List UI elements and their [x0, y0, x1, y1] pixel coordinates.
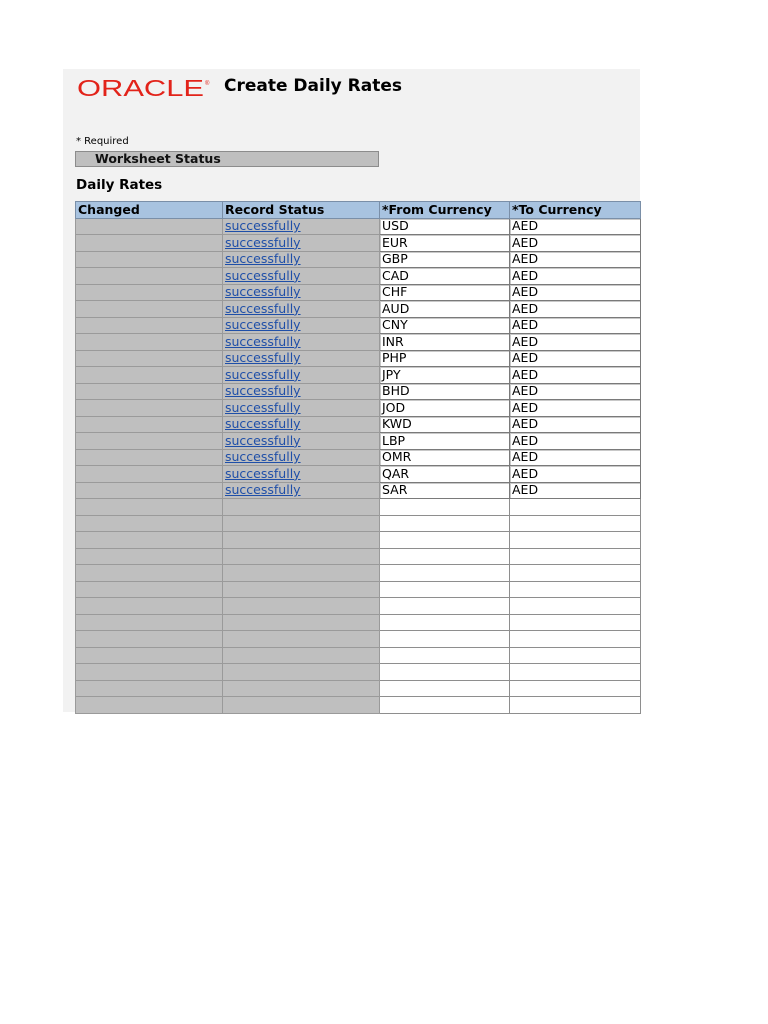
- to-currency-cell[interactable]: [510, 548, 641, 565]
- table-row: [76, 284, 641, 301]
- record-status-cell: [223, 614, 380, 631]
- changed-cell: [76, 565, 223, 582]
- from-currency-cell[interactable]: CHF: [380, 284, 510, 301]
- to-currency-cell[interactable]: [510, 515, 641, 532]
- record-status-cell: [223, 482, 380, 499]
- record-status-link[interactable]: successfully: [225, 333, 301, 349]
- column-header-record-status: Record Status: [223, 202, 380, 219]
- changed-cell: [76, 532, 223, 549]
- from-currency-cell[interactable]: EUR: [380, 235, 510, 252]
- from-currency-cell[interactable]: [380, 614, 510, 631]
- from-currency-cell[interactable]: [380, 697, 510, 714]
- to-currency-cell[interactable]: [510, 499, 641, 516]
- record-status-cell: [223, 581, 380, 598]
- record-status-cell: [223, 433, 380, 450]
- table-row: [76, 631, 641, 648]
- record-status-cell: [223, 449, 380, 466]
- from-currency-cell[interactable]: [380, 532, 510, 549]
- record-status-cell: [223, 218, 380, 235]
- from-currency-cell[interactable]: [380, 664, 510, 681]
- changed-cell: [76, 581, 223, 598]
- record-status-link[interactable]: successfully: [225, 366, 301, 382]
- to-currency-cell[interactable]: AED: [510, 433, 641, 450]
- changed-cell: [76, 268, 223, 285]
- changed-cell: [76, 350, 223, 367]
- svg-text:®: ®: [205, 81, 210, 87]
- changed-cell: [76, 499, 223, 516]
- table-row: [76, 268, 641, 285]
- record-status-link[interactable]: successfully: [225, 465, 301, 481]
- changed-cell: [76, 548, 223, 565]
- record-status-cell: [223, 301, 380, 318]
- changed-cell: [76, 631, 223, 648]
- to-currency-cell[interactable]: [510, 532, 641, 549]
- record-status-link[interactable]: successfully: [225, 317, 301, 333]
- to-currency-cell[interactable]: AED: [510, 251, 641, 268]
- to-currency-cell[interactable]: [510, 680, 641, 697]
- record-status-cell: [223, 334, 380, 351]
- record-status-link[interactable]: successfully: [225, 284, 301, 300]
- record-status-cell: [223, 350, 380, 367]
- from-currency-cell[interactable]: BHD: [380, 383, 510, 400]
- changed-cell: [76, 317, 223, 334]
- record-status-link[interactable]: successfully: [225, 432, 301, 448]
- changed-cell: [76, 251, 223, 268]
- table-row: [76, 466, 641, 483]
- record-status-cell: [223, 466, 380, 483]
- record-status-cell: [223, 317, 380, 334]
- record-status-link[interactable]: successfully: [225, 267, 301, 283]
- from-currency-cell[interactable]: [380, 548, 510, 565]
- record-status-link[interactable]: successfully: [225, 251, 301, 267]
- from-currency-cell[interactable]: SAR: [380, 482, 510, 499]
- table-row: [76, 697, 641, 714]
- record-status-link[interactable]: successfully: [225, 416, 301, 432]
- to-currency-cell[interactable]: AED: [510, 367, 641, 384]
- table-row: [76, 515, 641, 532]
- record-status-cell: [223, 235, 380, 252]
- changed-cell: [76, 482, 223, 499]
- table-body: [76, 218, 641, 713]
- table-row: [76, 367, 641, 384]
- from-currency-cell[interactable]: KWD: [380, 416, 510, 433]
- from-currency-cell[interactable]: USD: [380, 218, 510, 235]
- changed-cell: [76, 383, 223, 400]
- record-status-link[interactable]: successfully: [225, 449, 301, 465]
- to-currency-cell[interactable]: [510, 565, 641, 582]
- record-status-cell: [223, 383, 380, 400]
- to-currency-cell[interactable]: AED: [510, 284, 641, 301]
- from-currency-cell[interactable]: INR: [380, 334, 510, 351]
- from-currency-cell[interactable]: [380, 598, 510, 615]
- from-currency-cell[interactable]: GBP: [380, 251, 510, 268]
- to-currency-cell[interactable]: AED: [510, 383, 641, 400]
- to-currency-cell[interactable]: AED: [510, 334, 641, 351]
- record-status-cell: [223, 565, 380, 582]
- table-row: [76, 400, 641, 417]
- changed-cell: [76, 235, 223, 252]
- to-currency-cell[interactable]: AED: [510, 449, 641, 466]
- record-status-cell: [223, 400, 380, 417]
- from-currency-cell[interactable]: [380, 680, 510, 697]
- changed-cell: [76, 301, 223, 318]
- from-currency-cell[interactable]: LBP: [380, 433, 510, 450]
- table-row: [76, 482, 641, 499]
- record-status-link[interactable]: successfully: [225, 300, 301, 316]
- to-currency-cell[interactable]: AED: [510, 416, 641, 433]
- record-status-cell: [223, 598, 380, 615]
- changed-cell: [76, 284, 223, 301]
- table-row: [76, 581, 641, 598]
- changed-cell: [76, 697, 223, 714]
- to-currency-cell[interactable]: [510, 614, 641, 631]
- changed-cell: [76, 680, 223, 697]
- page-title: Create Daily Rates: [224, 76, 403, 96]
- from-currency-cell[interactable]: [380, 631, 510, 648]
- record-status-link[interactable]: successfully: [225, 383, 301, 399]
- changed-cell: [76, 598, 223, 615]
- table-row: [76, 532, 641, 549]
- to-currency-cell[interactable]: AED: [510, 301, 641, 318]
- from-currency-cell[interactable]: [380, 499, 510, 516]
- record-status-link[interactable]: successfully: [225, 234, 301, 250]
- changed-cell: [76, 515, 223, 532]
- record-status-cell: [223, 515, 380, 532]
- changed-cell: [76, 400, 223, 417]
- from-currency-cell[interactable]: JPY: [380, 367, 510, 384]
- from-currency-cell[interactable]: [380, 515, 510, 532]
- table-row: [76, 251, 641, 268]
- to-currency-cell[interactable]: [510, 631, 641, 648]
- from-currency-cell[interactable]: PHP: [380, 350, 510, 367]
- record-status-cell: [223, 284, 380, 301]
- record-status-cell: [223, 548, 380, 565]
- to-currency-cell[interactable]: [510, 598, 641, 615]
- column-header-from-currency: *From Currency: [380, 202, 510, 219]
- table-row: [76, 350, 641, 367]
- from-currency-cell[interactable]: [380, 565, 510, 582]
- table-row: [76, 680, 641, 697]
- record-status-cell: [223, 532, 380, 549]
- from-currency-cell[interactable]: CNY: [380, 317, 510, 334]
- table-row: [76, 598, 641, 615]
- changed-cell: [76, 647, 223, 664]
- changed-cell: [76, 218, 223, 235]
- to-currency-cell[interactable]: AED: [510, 268, 641, 285]
- from-currency-cell[interactable]: [380, 581, 510, 598]
- to-currency-cell[interactable]: [510, 581, 641, 598]
- table-row: [76, 499, 641, 516]
- changed-cell: [76, 367, 223, 384]
- table-row: [76, 433, 641, 450]
- to-currency-cell[interactable]: AED: [510, 350, 641, 367]
- record-status-cell: [223, 416, 380, 433]
- table-row: [76, 218, 641, 235]
- record-status-cell: [223, 631, 380, 648]
- table-row: [76, 416, 641, 433]
- table-row: [76, 334, 641, 351]
- record-status-cell: [223, 647, 380, 664]
- table-row: [76, 449, 641, 466]
- to-currency-cell[interactable]: AED: [510, 466, 641, 483]
- from-currency-cell[interactable]: QAR: [380, 466, 510, 483]
- from-currency-cell[interactable]: [380, 647, 510, 664]
- table-header-row: [76, 202, 641, 219]
- record-status-cell: [223, 664, 380, 681]
- record-status-link[interactable]: successfully: [225, 399, 301, 415]
- record-status-cell: [223, 499, 380, 516]
- to-currency-cell[interactable]: [510, 664, 641, 681]
- to-currency-cell[interactable]: AED: [510, 317, 641, 334]
- table-row: [76, 548, 641, 565]
- worksheet-panel: [63, 69, 640, 712]
- table-row: [76, 235, 641, 252]
- section-title: Daily Rates: [76, 177, 163, 193]
- table-row: [76, 317, 641, 334]
- to-currency-cell[interactable]: AED: [510, 400, 641, 417]
- worksheet-status-field[interactable]: Worksheet Status: [75, 151, 379, 167]
- svg-text:ORACLE: ORACLE: [77, 77, 204, 99]
- to-currency-cell[interactable]: [510, 697, 641, 714]
- record-status-cell: [223, 268, 380, 285]
- record-status-link[interactable]: successfully: [225, 350, 301, 366]
- to-currency-cell[interactable]: [510, 647, 641, 664]
- from-currency-cell[interactable]: JOD: [380, 400, 510, 417]
- record-status-cell: [223, 367, 380, 384]
- from-currency-cell[interactable]: CAD: [380, 268, 510, 285]
- to-currency-cell[interactable]: AED: [510, 218, 641, 235]
- changed-cell: [76, 664, 223, 681]
- changed-cell: [76, 334, 223, 351]
- table-row: [76, 664, 641, 681]
- column-header-to-currency: *To Currency: [510, 202, 641, 219]
- required-note: * Required: [76, 136, 129, 147]
- changed-cell: [76, 614, 223, 631]
- record-status-link[interactable]: successfully: [225, 218, 301, 234]
- oracle-logo: [77, 77, 211, 99]
- table-row: [76, 647, 641, 664]
- to-currency-cell[interactable]: AED: [510, 235, 641, 252]
- changed-cell: [76, 466, 223, 483]
- table-row: [76, 383, 641, 400]
- to-currency-cell[interactable]: AED: [510, 482, 641, 499]
- column-header-changed: Changed: [76, 202, 223, 219]
- from-currency-cell[interactable]: OMR: [380, 449, 510, 466]
- record-status-cell: [223, 697, 380, 714]
- table-row: [76, 301, 641, 318]
- daily-rates-table: [75, 201, 641, 714]
- from-currency-cell[interactable]: AUD: [380, 301, 510, 318]
- record-status-link[interactable]: successfully: [225, 482, 301, 498]
- changed-cell: [76, 449, 223, 466]
- table-row: [76, 614, 641, 631]
- table-row: [76, 565, 641, 582]
- record-status-cell: [223, 680, 380, 697]
- record-status-cell: [223, 251, 380, 268]
- changed-cell: [76, 416, 223, 433]
- changed-cell: [76, 433, 223, 450]
